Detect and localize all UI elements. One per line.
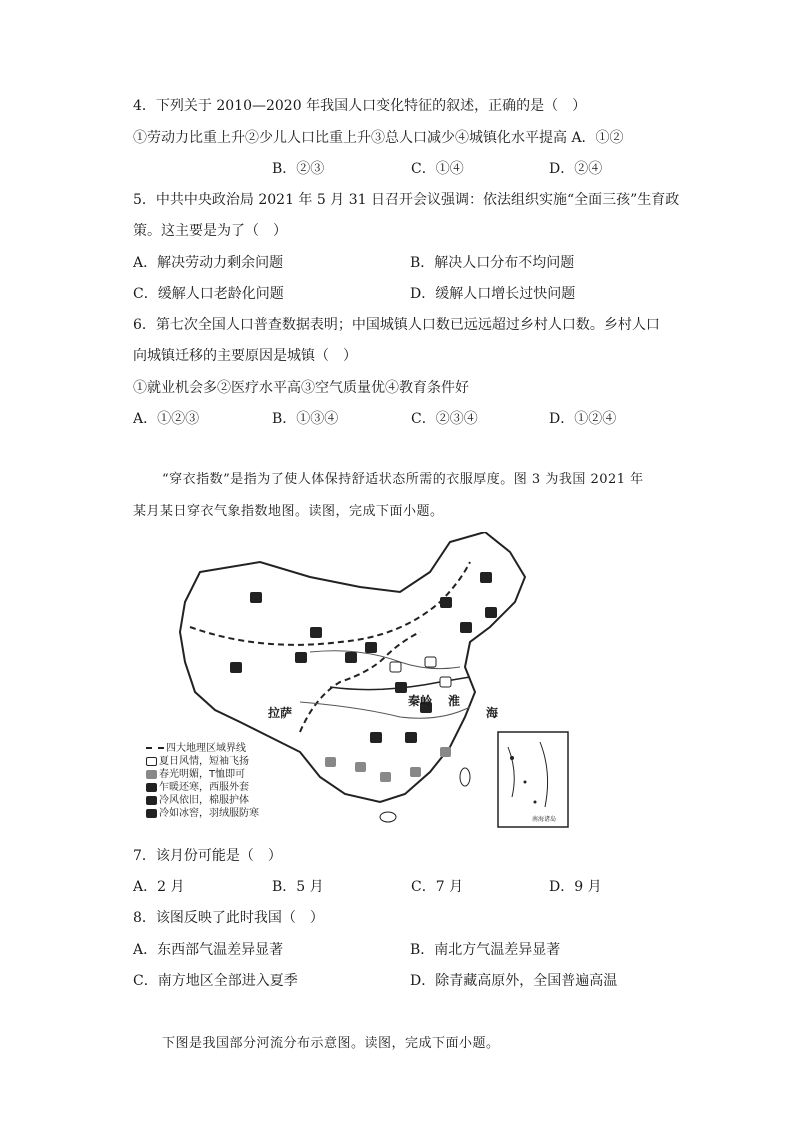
q7-stem: 7．该月份可能是（ ） (133, 848, 282, 864)
q4-option-b: B．②③ (272, 161, 325, 177)
legend-item-cold: 冷风依旧，棉服护体 (146, 794, 259, 807)
down-jacket-icon (146, 809, 157, 818)
clothing-icons-gray (325, 747, 451, 782)
inset-caption: 南海诸岛 (532, 816, 557, 823)
q5-stem-1: 5．中共中央政治局 2021 年 5 月 31 日召开会议强调：依法组织实施“全面三孩”生育政 (133, 192, 680, 208)
q5-stem-2: 策。这主要是为了（ ） (133, 223, 287, 239)
legend-item-cool: 乍暖还寒，西服外套 (146, 781, 259, 794)
tshirt-icon (146, 757, 157, 766)
q7-option-a: A．2 月 (133, 879, 185, 895)
q5-option-c: C．缓解人口老龄化问题 (133, 286, 284, 302)
label-huai: 淮 (448, 694, 461, 708)
q8-stem: 8．该图反映了此时我国（ ） (133, 910, 324, 926)
south-sea-inset (498, 732, 568, 827)
intro-paragraph-2: 下图是我国部分河流分布示意图。读图，完成下面小题。 (162, 1036, 500, 1051)
q8-option-b: B．南北方气温差异显著 (410, 942, 561, 958)
coat-icon (146, 796, 157, 805)
q8-option-c: C．南方地区全部进入夏季 (133, 973, 298, 989)
q4-option-c: C．①④ (411, 161, 464, 177)
q6-option-c: C．②③④ (411, 411, 478, 427)
label-shanghai: 海 (486, 706, 499, 720)
intro-paragraph-line-2: 某月某日穿衣气象指数地图。读图，完成下面小题。 (133, 504, 444, 519)
label-qinling: 秦岭 (408, 694, 433, 708)
q5-option-b: B．解决人口分布不均问题 (410, 255, 575, 271)
intro-paragraph-line-1: “穿衣指数”是指为了使人体保持舒适状态所需的衣服厚度。图 3 为我国 2021 年 (162, 472, 644, 487)
q6-stem-2: 向城镇迁移的主要原因是城镇（ ） (133, 348, 357, 364)
river-1 (300, 702, 470, 718)
shirt-icon (146, 770, 157, 779)
q5-option-a: A．解决劳动力剩余问题 (133, 255, 284, 271)
q4-stem: 4．下列关于 2010—2020 年我国人口变化特征的叙述，正确的是（ ） (133, 98, 587, 114)
q8-option-a: A．东西部气温差异显著 (133, 942, 284, 958)
q7-option-c: C．7 月 (411, 879, 464, 895)
q4-option-d: D．②④ (549, 161, 603, 177)
q4-options-line: ①劳动力比重上升②少儿人口比重上升③总人口减少④城镇化水平提高 A．①② (133, 130, 624, 146)
q6-option-d: D．①②④ (549, 411, 617, 427)
dashed-line-icon (146, 747, 164, 749)
river-2 (310, 651, 460, 669)
q6-option-a: A．①②③ (133, 411, 200, 427)
q8-option-d: D．除青藏高原外，全国普遍高温 (410, 973, 618, 989)
clothing-index-map (140, 532, 574, 832)
map-legend (146, 742, 259, 820)
q7-option-b: B．5 月 (272, 879, 324, 895)
q6-option-b: B．①③④ (272, 411, 339, 427)
label-lhasa: 拉萨 (268, 706, 293, 720)
legend-item-boundary: 四大地理区域界线 (146, 742, 259, 755)
legend-item-freezing: 冷如冰窖，羽绒服防寒 (146, 807, 259, 820)
q6-items: ①就业机会多②医疗水平高③空气质量优④教育条件好 (133, 380, 469, 396)
q7-option-d: D．9 月 (549, 879, 602, 895)
legend-item-spring: 春光明媚，T恤即可 (146, 768, 259, 781)
legend-item-summer: 夏日风情，短袖飞扬 (146, 755, 259, 768)
q5-option-d: D．缓解人口增长过快问题 (410, 286, 576, 302)
q6-stem-1: 6．第七次全国人口普查数据表明；中国城镇人口数已远远超过乡村人口数。乡村人口 (133, 317, 660, 333)
jacket-icon (146, 783, 157, 792)
